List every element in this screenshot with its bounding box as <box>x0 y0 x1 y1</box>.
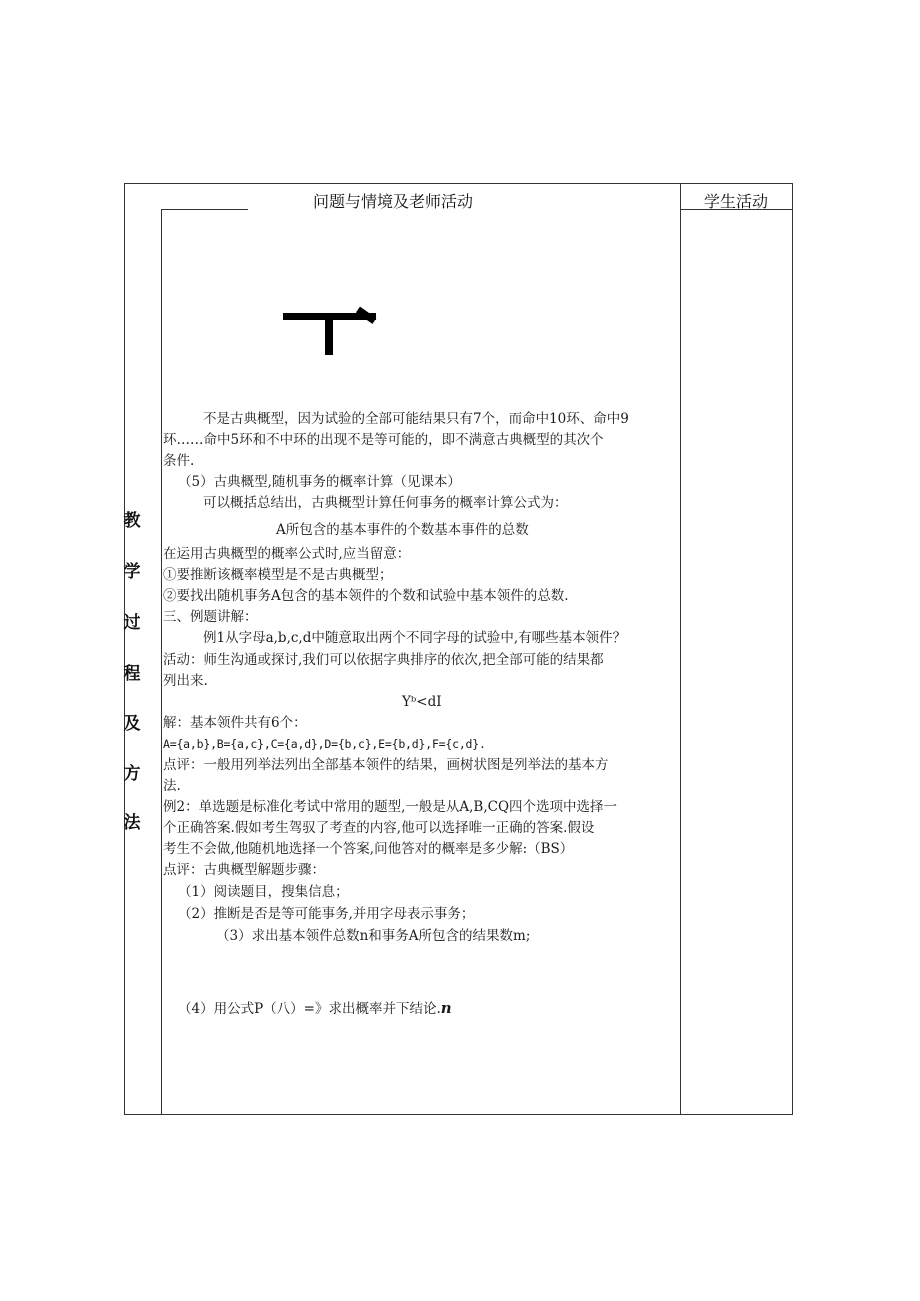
text-line: 活动：师生沟通或探讨,我们可以依据字典排序的依次,把全部可能的结果都 <box>163 652 604 668</box>
column-divider-student <box>680 183 681 1115</box>
side-label-char: 教 <box>123 511 141 531</box>
side-label-char: 学 <box>123 562 141 582</box>
text-line: 在运用古典概型的概率公式时,应当留意： <box>163 546 411 562</box>
side-label-char: 法 <box>123 813 141 833</box>
text-line: ①要推断该概率模型是不是古典概型； <box>163 567 393 583</box>
text-line: 法. <box>163 778 181 794</box>
text-line: 列出来. <box>163 673 208 689</box>
example-2: 例2：单选题是标准化考试中常用的题型,一般是从A,B,CQ四个选项中选择一 <box>163 799 618 815</box>
header-main: 问题与情境及老师活动 <box>313 192 474 211</box>
step-4 <box>178 998 452 1019</box>
tree-fragment: Yᵇ<dI <box>402 694 442 710</box>
column-divider-main <box>161 209 162 1115</box>
step-4-text: （4）用公式P（八）=》求出概率并下结论. <box>178 1001 441 1017</box>
table-bottom-border <box>124 1114 793 1115</box>
step-2: （2）推断是否是等可能事务,并用字母表示事务； <box>178 906 475 922</box>
side-label-char: 方 <box>123 764 141 784</box>
text-line: 三、例题讲解： <box>163 609 258 625</box>
step-1: （1）阅读题目，搜集信息； <box>178 884 349 900</box>
side-label-char: 及 <box>123 714 141 734</box>
step-4-n: n <box>440 999 452 1017</box>
table-left-border <box>124 183 125 1115</box>
example-1: 例1从字母a,b,c,d中随意取出两个不同字母的试验中,有哪些基本领件？ <box>203 630 627 646</box>
events-list: A={a,b},B={a,c},C={a,d},D={b,c},E={b,d},F={c,d}. <box>163 737 486 751</box>
text-line: 考生不会做,他随机地选择一个答案,问他答对的概率是多少解:（BS） <box>163 841 574 857</box>
formula-line: A所包含的基本事件的个数基本事件的总数 <box>276 522 529 538</box>
table-right-border <box>792 183 793 1115</box>
header-student: 学生活动 <box>704 192 769 211</box>
side-label-char: 过 <box>123 613 141 633</box>
text-line: ②要找出随机事务A包含的基本领件的个数和试验中基本领件的总数. <box>163 588 569 604</box>
text-line: 条件. <box>163 453 195 469</box>
text-line: 环……命中5环和不中环的出现不是等可能的，即不满意古典概型的其次个 <box>163 432 604 448</box>
text-line: 点评：一般用列举法列出全部基本领件的结果，画树状图是列举法的基本方 <box>163 757 609 773</box>
text-line: 不是古典概型，因为试验的全部可能结果只有7个，而命中10环、命中9 <box>203 411 629 427</box>
table-top-border <box>124 183 793 184</box>
text-line: （5）古典概型,随机事务的概率计算（见课本） <box>178 474 461 490</box>
step-3: （3）求出基本领件总数n和事务A所包含的结果数m; <box>216 928 531 944</box>
side-label-char: 程 <box>123 664 141 684</box>
text-line: 点评：古典概型解题步骤： <box>163 862 325 878</box>
text-line: 个正确答案.假如考生驾驭了考查的内容,他可以选择唯一正确的答案.假设 <box>163 820 595 836</box>
text-line: 解：基本领件共有6个： <box>163 715 307 731</box>
header-underline-left <box>161 209 248 210</box>
text-line: 可以概括总结出，古典概型计算任何事务的概率计算公式为： <box>203 495 568 511</box>
